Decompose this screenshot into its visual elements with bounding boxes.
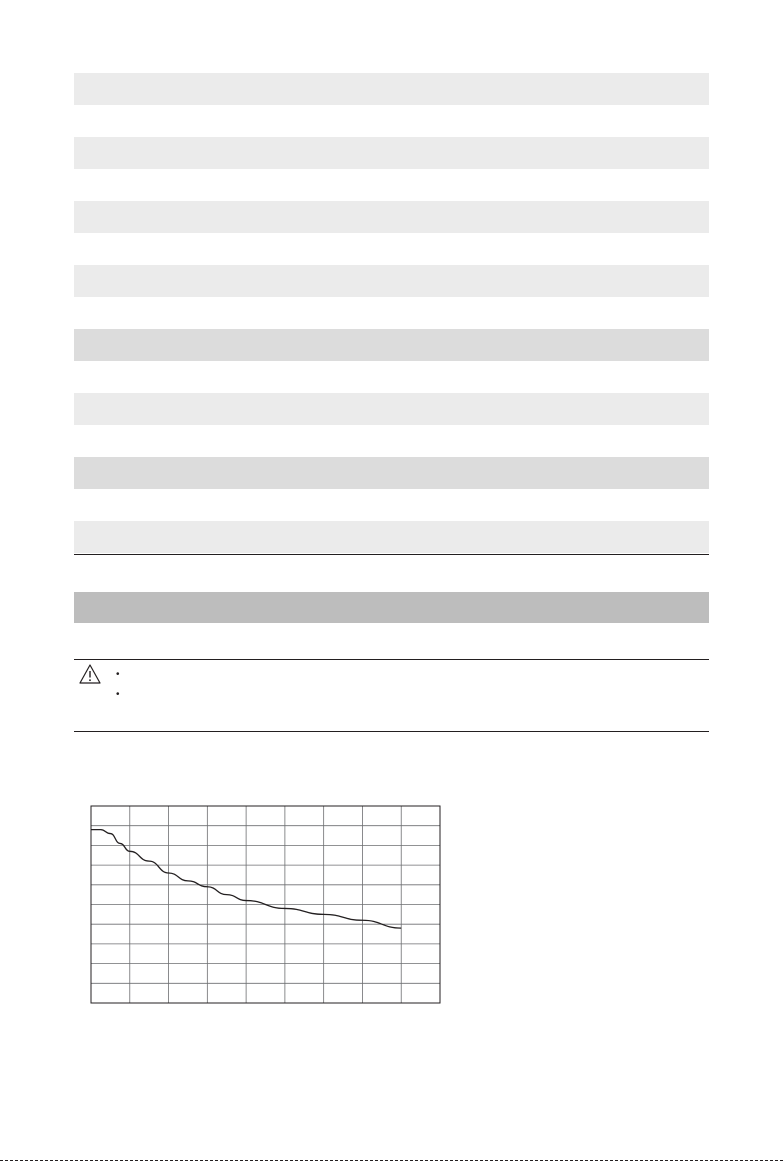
page-cut-line — [0, 1160, 783, 1161]
bullet-dot: • — [116, 669, 120, 680]
bullet-dot: • — [116, 689, 120, 700]
